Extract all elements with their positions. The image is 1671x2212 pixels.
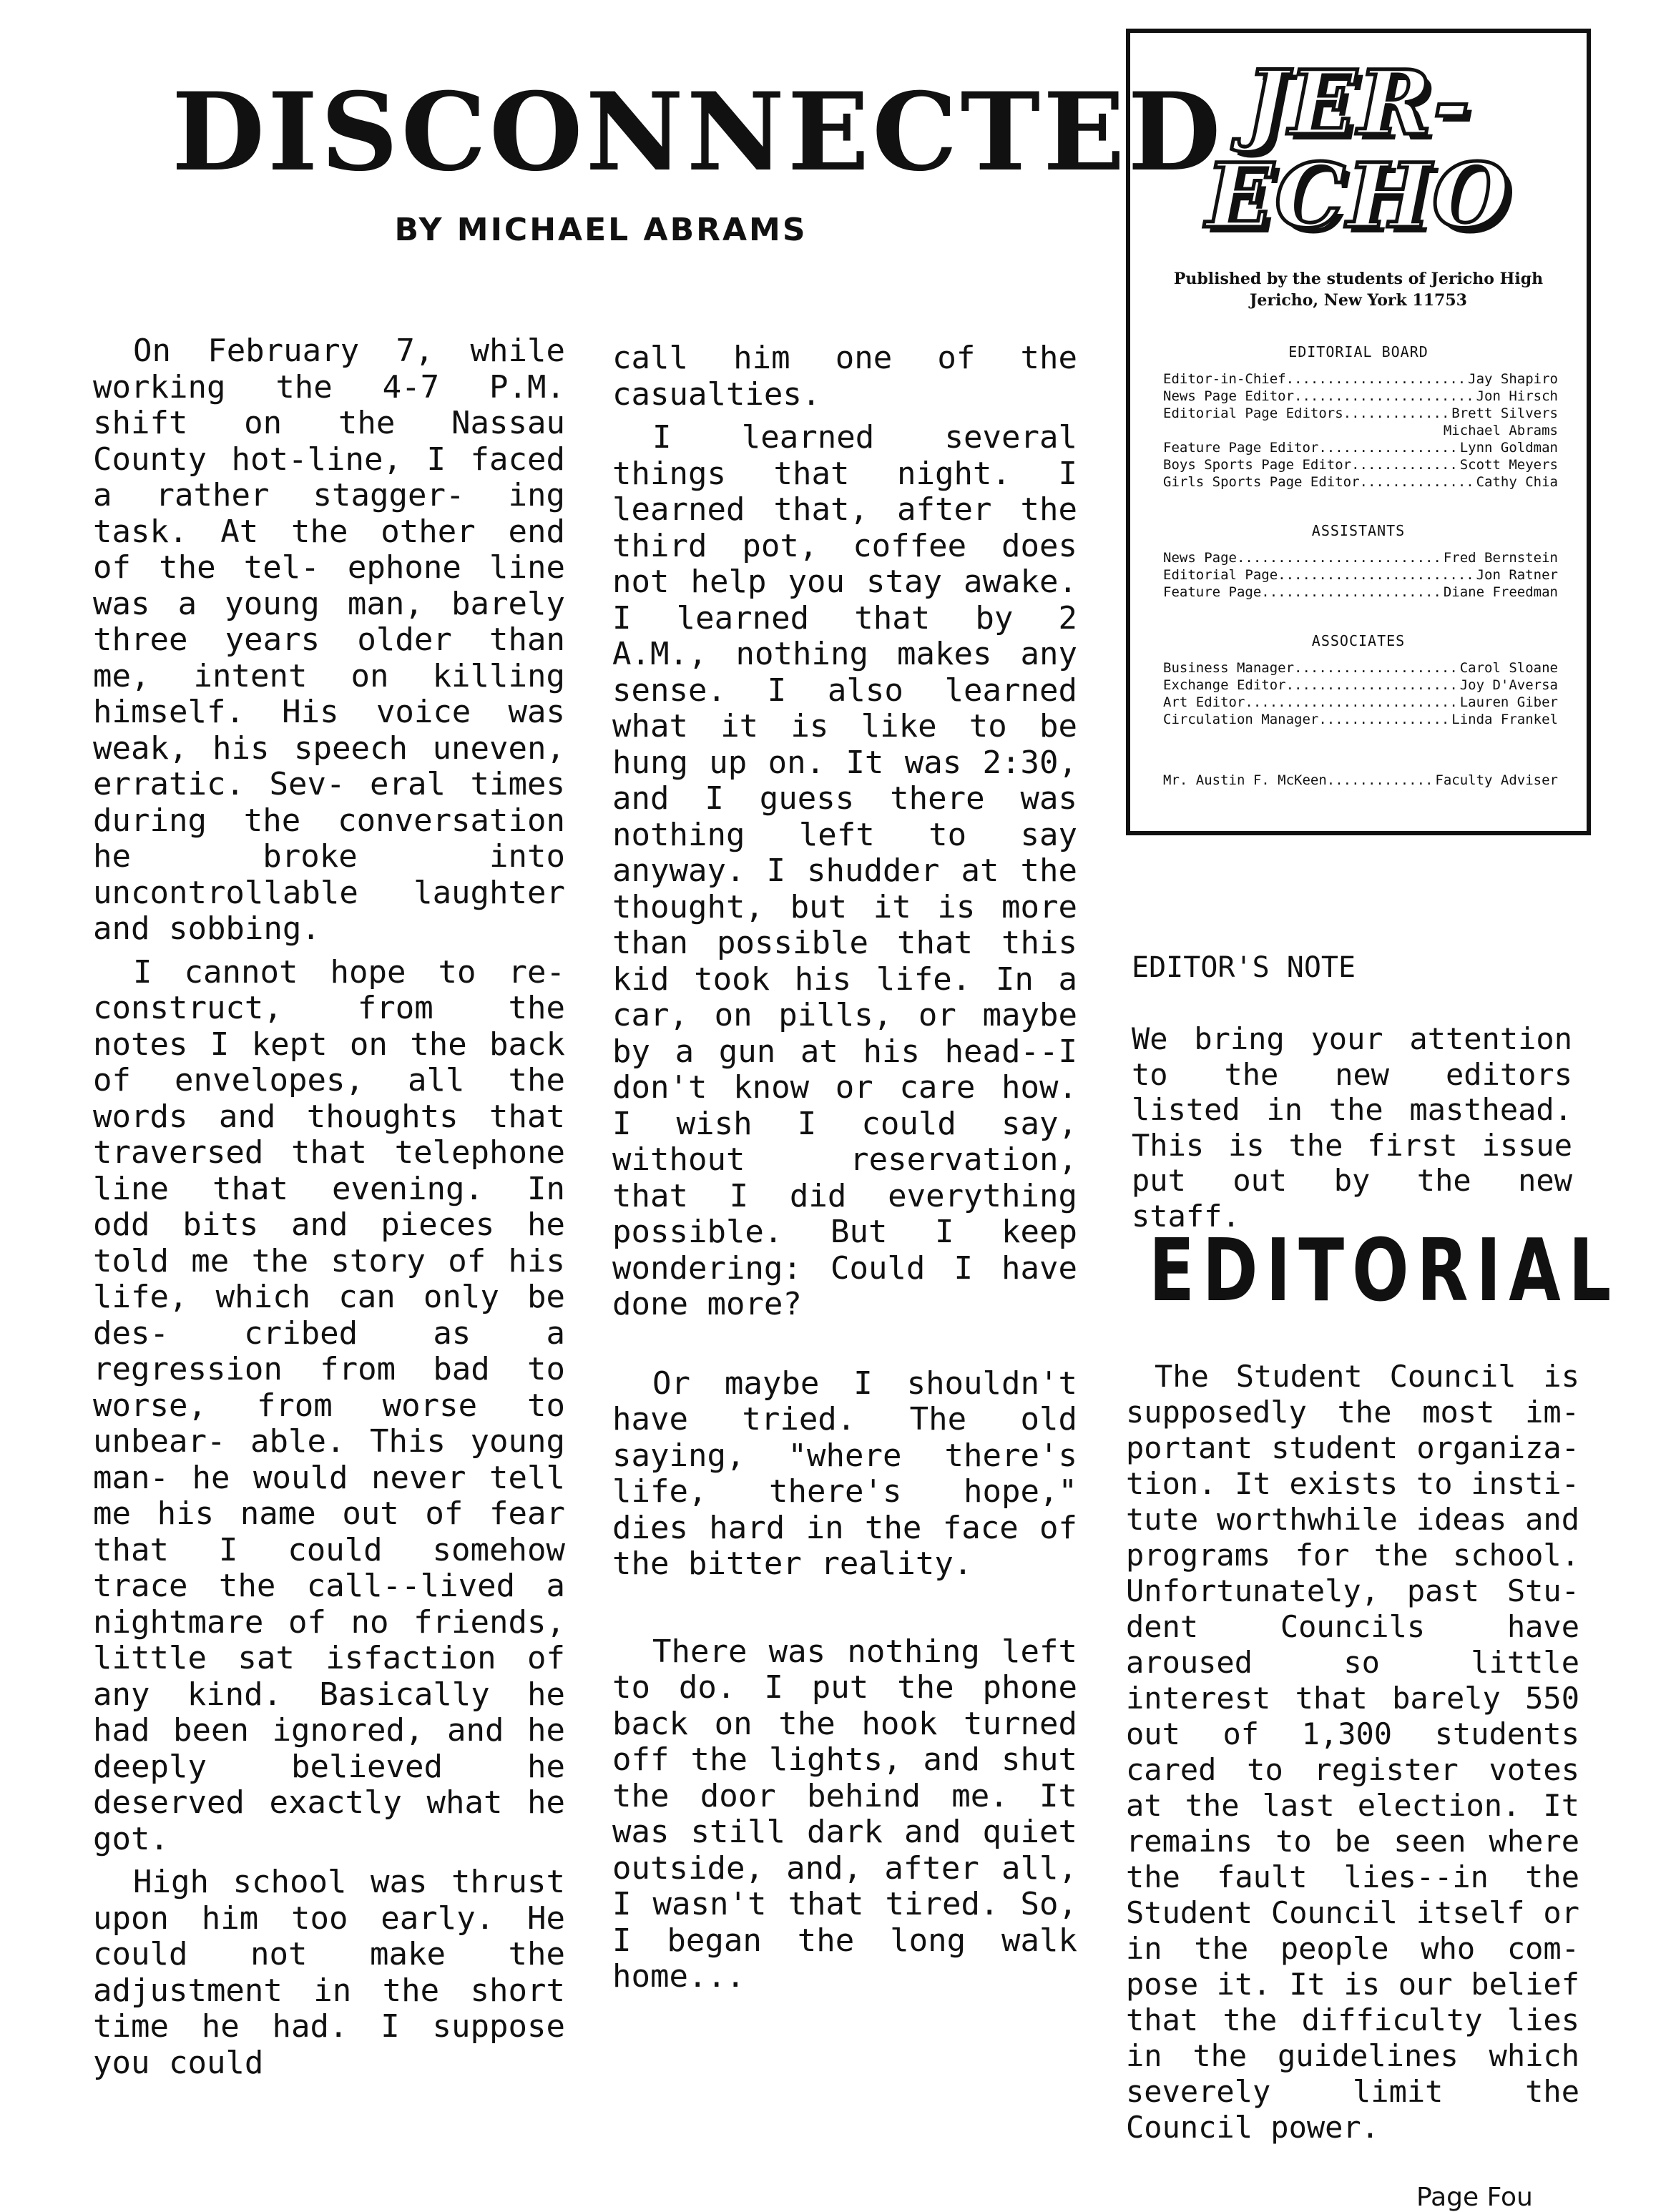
jer-echo-logo: JER-ECHO xyxy=(1205,51,1511,249)
editors-note-text: We bring your attention to the new editors listed in the masthead. This is the first issue put out by the new staff. xyxy=(1132,1021,1572,1234)
article-paragraph: There was nothing left to do. I put the phone back on the hook turned off the lights, and shut the door behind me. It was still dark and quiet outside, and, after all, I wasn't that tired. So, I began the long walk home... xyxy=(612,1633,1077,1995)
article-paragraph: call him one of the casualties. xyxy=(612,340,1077,413)
masthead-name: Faculty Adviser xyxy=(1435,772,1558,788)
publisher-line xyxy=(1130,269,1587,311)
masthead-row xyxy=(1163,405,1558,422)
article-column-1 xyxy=(93,333,565,2081)
masthead-role: Circulation Manager xyxy=(1163,711,1319,727)
page-footer: Page Fou xyxy=(1416,2183,1533,2212)
publisher-line-1: Published by the students of Jericho High xyxy=(1173,270,1544,289)
masthead-role: Editorial Page xyxy=(1163,566,1278,583)
masthead-row xyxy=(1163,711,1558,728)
publisher-line-2: Jericho, New York 11753 xyxy=(1250,291,1467,310)
masthead-row xyxy=(1163,584,1558,601)
masthead-name: Diane Freedman xyxy=(1443,584,1558,600)
leader-dots xyxy=(1278,566,1476,584)
masthead-name: Linda Frankel xyxy=(1451,711,1558,727)
leader-dots xyxy=(1351,456,1460,473)
masthead-name: Lynn Goldman xyxy=(1459,439,1558,456)
leader-dots xyxy=(1318,711,1451,728)
masthead-name: Fred Bernstein xyxy=(1443,549,1558,566)
article-column-2 xyxy=(612,340,1077,1995)
masthead-role: Feature Page Editor xyxy=(1163,439,1319,456)
masthead-row xyxy=(1163,659,1558,677)
leader-dots xyxy=(1245,694,1459,711)
masthead-role: News Page Editor xyxy=(1163,388,1295,404)
leader-dots xyxy=(1318,439,1459,456)
editorial-board-heading: EDITORIAL BOARD xyxy=(1288,343,1429,360)
masthead-row xyxy=(1163,388,1558,405)
leader-dots xyxy=(1294,659,1460,677)
leader-dots xyxy=(1237,549,1444,566)
masthead-name: Michael Abrams xyxy=(1443,422,1558,438)
editorial-heading: EDITORIAL xyxy=(1149,1221,1619,1321)
masthead-name: Jay Shapiro xyxy=(1468,370,1558,387)
leader-dots xyxy=(1286,370,1469,388)
masthead-row xyxy=(1163,549,1558,566)
masthead-name: Jon Ratner xyxy=(1476,566,1558,583)
assistants-heading: ASSISTANTS xyxy=(1311,521,1406,539)
leader-dots xyxy=(1286,677,1460,694)
masthead-name: Jon Hirsch xyxy=(1476,388,1558,404)
masthead-name: Lauren Giber xyxy=(1459,694,1558,710)
associates-heading: ASSOCIATES xyxy=(1311,631,1406,649)
associates-list xyxy=(1163,659,1558,728)
masthead-row xyxy=(1163,566,1558,584)
masthead-role: Girls Sports Page Editor xyxy=(1163,473,1360,490)
article-headline: DISCONNECTED xyxy=(172,69,1224,195)
leader-dots xyxy=(1360,473,1476,491)
editorial-paragraph: The Student Council is supposedly the most im- portant student organiza- tion. It exists to insti- tute worthwhile ideas and programs for the school. Unfortunately, past Stu- dent Councils have aroused so little interest that barely 550 out of 1,300 students cared to register votes at the last election. It remains to be seen where the fault lies--in the Student Council itself or in the people who com- pose it. It is our belief that the difficulty lies in the guidelines which severely limit the Council power. xyxy=(1126,1359,1579,2145)
masthead-role: Editor-in-Chief xyxy=(1163,370,1286,387)
masthead-name: Cathy Chia xyxy=(1476,473,1558,490)
masthead-role: Business Manager xyxy=(1163,659,1295,676)
masthead-row xyxy=(1163,473,1558,491)
masthead-role: Exchange Editor xyxy=(1163,677,1286,693)
leader-dots xyxy=(1261,584,1444,601)
editorial-body xyxy=(1126,1359,1579,2145)
editorial-board-list xyxy=(1163,370,1558,491)
masthead-row xyxy=(1163,677,1558,694)
masthead-role: Feature Page xyxy=(1163,584,1262,600)
masthead-name: Scott Meyers xyxy=(1459,456,1558,473)
article-paragraph: On February 7, while working the 4-7 P.M. shift on the Nassau County hot-line, I faced a rather stagger- ing task. At the other end of the tel- ephone line was a young man, barely three years older than me, intent on killing himself. His voice was weak, his speech uneven, erratic. Sev- eral times during the conversation he broke into uncontrollable laughter and sobbing. xyxy=(93,333,565,947)
masthead-row xyxy=(1163,439,1558,456)
masthead-row xyxy=(1163,694,1558,711)
masthead-name: Carol Sloane xyxy=(1459,659,1558,676)
article-paragraph: High school was thrust upon him too early. He could not make the adjustment in the short time he had. I suppose you could xyxy=(93,1864,565,2081)
article-paragraph: Or maybe I shouldn't have tried. The old saying, "where there's life, there's hope," dies hard in the face of the bitter reality. xyxy=(612,1365,1077,1582)
masthead-role: News Page xyxy=(1163,549,1237,566)
faculty-adviser-row xyxy=(1163,772,1558,788)
masthead-row xyxy=(1163,370,1558,388)
masthead-role: Mr. Austin F. McKeen xyxy=(1163,772,1327,788)
leader-dots xyxy=(1294,388,1476,405)
masthead-role: Editorial Page Editors xyxy=(1163,405,1343,421)
masthead-name: Joy D'Aversa xyxy=(1459,677,1558,693)
assistants-list xyxy=(1163,549,1558,601)
article-byline: BY MICHAEL ABRAMS xyxy=(394,212,808,248)
article-paragraph: I learned several things that night. I learned that, after the third pot, coffee does not help you stay awake. I learned that by 2 A.M., nothing makes any sense. I also learned what it is like to be hung up on. It was 2:30, and I guess there was nothing left to say anyway. I shudder at the thought, but it is more than possible that this kid took his life. In a car, on pills, or maybe by a gun at his head--I don't know or care how. I wish I could say, without reservation, that I did everything possible. But I keep wondering: Could I have done more? xyxy=(612,419,1077,1322)
leader-dots xyxy=(1327,772,1436,788)
editors-note-heading: EDITOR'S NOTE xyxy=(1132,951,1356,984)
masthead-role: Art Editor xyxy=(1163,694,1245,710)
masthead-name: Brett Silvers xyxy=(1451,405,1558,421)
leader-dots xyxy=(1343,405,1452,422)
masthead-box xyxy=(1126,29,1591,835)
masthead-role: Boys Sports Page Editor xyxy=(1163,456,1352,473)
masthead-row xyxy=(1163,456,1558,473)
article-paragraph: I cannot hope to re- construct, from the notes I kept on the back of envelopes, all the words and thoughts that traversed that telephone line that evening. In odd bits and pieces he told me the story of his life, which can only be des- cribed as a regression from bad to worse, from worse to unbear- able. This young man- he would never tell me his name out of fear that I could somehow trace the call--lived a nightmare of no friends, little sat isfaction of any kind. Basically he had been ignored, and he deeply believed he deserved exactly what he got. xyxy=(93,953,565,1857)
